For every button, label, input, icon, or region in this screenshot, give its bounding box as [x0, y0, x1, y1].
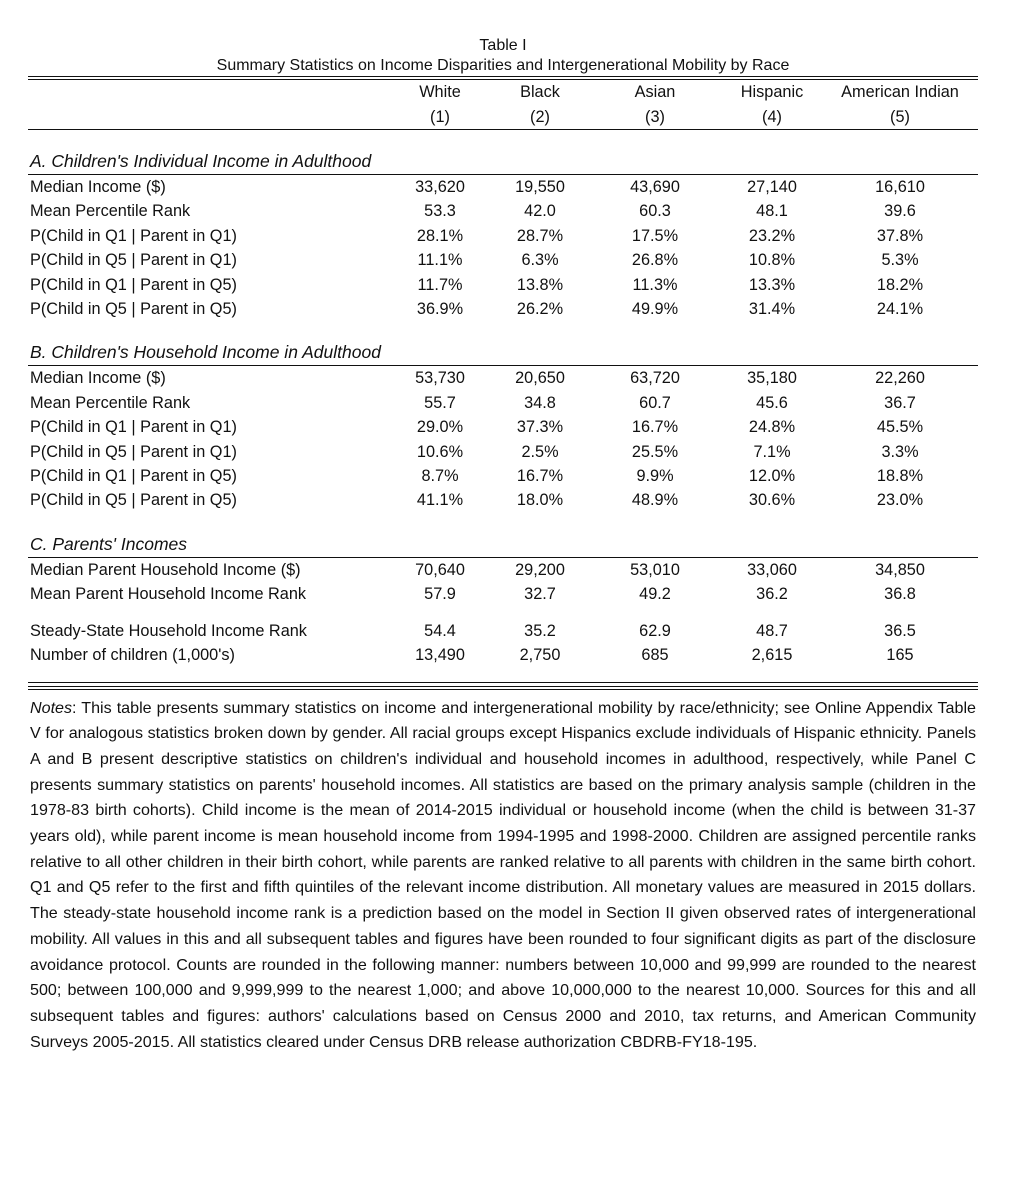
table-cell: 19,550 — [515, 178, 565, 196]
column-number: (5) — [822, 105, 978, 130]
table-cell: 13.3% — [748, 275, 796, 294]
table-cell: 16.7% — [631, 418, 679, 437]
panel-title-row — [28, 531, 978, 558]
panel-title-row — [28, 148, 978, 175]
summary-table — [28, 80, 978, 668]
row-label: P(Child in Q1 | Parent in Q1) — [30, 226, 237, 245]
table-cell: 2,750 — [519, 646, 561, 665]
column-number: (1) — [388, 105, 492, 130]
table-cell: 28.7% — [516, 226, 564, 245]
row-label: Mean Parent Household Income Rank — [30, 585, 307, 604]
table-cell: 10.8% — [748, 251, 796, 270]
header-spacer — [28, 80, 388, 105]
table-cell: 165 — [886, 646, 914, 665]
table-cell: 25.5% — [631, 442, 679, 461]
spacer-row — [28, 130, 978, 149]
table-cell: 34,850 — [875, 560, 925, 579]
table-cell: 10.6% — [416, 442, 464, 461]
table-cell: 53.3 — [424, 202, 456, 221]
row-label: Mean Percentile Rank — [30, 393, 191, 412]
table-row — [28, 619, 978, 643]
table-cell: 63,720 — [630, 369, 680, 388]
row-label: Number of children (1,000's) — [30, 646, 235, 665]
table-cell: 33,620 — [415, 178, 465, 196]
table-cell: 37.3% — [516, 418, 564, 437]
table-cell: 24.1% — [876, 300, 924, 319]
panel-title-row — [28, 339, 978, 366]
row-label: P(Child in Q5 | Parent in Q1) — [30, 442, 237, 461]
table-cell: 27,140 — [747, 178, 797, 196]
panel-title: C. Parents' Incomes — [28, 531, 978, 558]
spacer-row — [28, 321, 978, 339]
table-cell: 55.7 — [424, 393, 456, 412]
table-row — [28, 297, 978, 321]
table-row — [28, 199, 978, 223]
table-cell: 24.8% — [748, 418, 796, 437]
column-header: Asian — [634, 83, 676, 101]
column-number: (2) — [492, 105, 588, 130]
spacer-row — [28, 607, 978, 619]
table-cell: 12.0% — [748, 467, 796, 486]
table-cell: 60.3 — [639, 202, 671, 221]
row-label: Steady-State Household Income Rank — [30, 621, 307, 640]
spacer-cell — [28, 130, 978, 149]
table-cell: 37.8% — [876, 226, 924, 245]
table-cell: 29,200 — [515, 560, 565, 579]
column-header: Black — [520, 83, 560, 101]
row-label: P(Child in Q5 | Parent in Q1) — [30, 251, 237, 270]
row-label: Median Income ($) — [30, 178, 166, 196]
table-cell: 57.9 — [424, 585, 456, 604]
summary-table-body — [28, 80, 978, 668]
table-row — [28, 643, 978, 667]
spacer-row — [28, 513, 978, 531]
table-cell: 7.1% — [753, 442, 791, 461]
table-cell: 60.7 — [639, 393, 671, 412]
header-spacer — [28, 105, 388, 130]
table-cell: 11.1% — [417, 251, 463, 270]
table-cell: 16.7% — [516, 467, 564, 486]
table-cell: 45.5% — [876, 418, 924, 437]
notes-text: : This table presents summary statistics on income and intergenerational mobility by race/ethnicity; see Online Appendix Table V for analogous statistics broken down by gender. All racial groups except Hispanics exclude individuals of Hispanic ethnicity. Panels A and B present descriptive statistics on children's individual and household incomes in adulthood, respectively, while Panel C presents summary statistics on parents' household incomes. All statistics are based on the primary analysis sample (children in the 1978-83 birth cohorts). Child income is the mean of 2014-2015 individual or household income (when the child is between 31-37 years old), while parent income is mean household income from 1994-1995 and 1998-2000. Children are assigned percentile ranks relative to all other children in their birth cohort, while parents are ranked relative to all parents with children in the same birth cohort. Q1 and Q5 refer to the first and fifth quintiles of the relevant income distribution. All monetary values are measured in 2015 dollars. The steady-state household income rank is a prediction based on the model in Section II given observed rates of intergenerational mobility. All values in this and all subsequent tables and figures have been rounded to four significant digits as part of the disclosure avoidance protocol. Counts are rounded in the following manner: numbers between 10,000 and 99,999 are rounded to the nearest 500; between 100,000 and 9,999,999 to the nearest 1,000; and above 10,000,000 to the nearest 10,000. Sources for this and all subsequent tables and figures: authors' calculations based on Census 2000 and 2010, tax returns, and American Community Surveys 2005-2015. All statistics cleared under Census DRB release authorization CBDRB-FY18-195. — [30, 698, 976, 1051]
table-cell: 6.3% — [521, 251, 559, 270]
table-cell: 32.7 — [524, 585, 556, 604]
table-cell: 43,690 — [630, 178, 680, 196]
table-row — [28, 273, 978, 297]
table-cell: 48.9% — [631, 491, 679, 510]
table-cell: 35.2 — [524, 621, 556, 640]
row-label: P(Child in Q1 | Parent in Q5) — [30, 275, 237, 294]
table-cell: 685 — [641, 646, 669, 665]
row-label: P(Child in Q1 | Parent in Q1) — [30, 418, 237, 437]
table-cell: 8.7% — [421, 467, 459, 486]
table-cell: 70,640 — [415, 560, 465, 579]
table-cell: 22,260 — [875, 369, 925, 388]
notes-double-rule — [28, 686, 978, 690]
table-cell: 48.1 — [756, 202, 788, 221]
table-cell: 13.8% — [516, 275, 564, 294]
table-cell: 13,490 — [415, 646, 465, 665]
table-row — [28, 582, 978, 606]
table-cell: 30.6% — [748, 491, 796, 510]
table-row — [28, 557, 978, 582]
table-cell: 29.0% — [416, 418, 464, 437]
row-label: P(Child in Q5 | Parent in Q5) — [30, 491, 237, 510]
table-cell: 49.2 — [639, 585, 671, 604]
table-cell: 31.4% — [748, 300, 796, 319]
table-row — [28, 366, 978, 391]
table-row — [28, 224, 978, 248]
table-cell: 36.5 — [884, 621, 916, 640]
table-cell: 36.9% — [416, 300, 464, 319]
table-cell: 34.8 — [524, 393, 556, 412]
table-cell: 33,060 — [747, 560, 797, 579]
column-header: American Indian — [841, 83, 959, 101]
table-cell: 11.3% — [632, 275, 678, 294]
table-row — [28, 440, 978, 464]
row-label: P(Child in Q5 | Parent in Q5) — [30, 300, 237, 319]
spacer-cell — [28, 513, 978, 531]
column-number-row — [28, 105, 978, 130]
table-cell: 45.6 — [756, 393, 788, 412]
table-page — [28, 36, 978, 1055]
table-notes — [28, 696, 978, 1056]
table-cell: 36.8 — [884, 585, 916, 604]
table-number: Table I — [479, 37, 527, 54]
table-cell: 26.2% — [516, 300, 564, 319]
column-header: Hispanic — [740, 83, 804, 101]
notes-label: Notes — [30, 698, 73, 717]
table-cell: 3.3% — [881, 442, 919, 461]
table-cell: 62.9 — [639, 621, 671, 640]
row-label: Median Income ($) — [30, 369, 166, 388]
table-cell: 35,180 — [747, 369, 797, 388]
table-cell: 16,610 — [875, 178, 925, 196]
bottom-rule — [28, 682, 978, 683]
table-cell: 41.1% — [416, 491, 464, 510]
table-cell: 23.2% — [748, 226, 796, 245]
table-cell: 18.2% — [876, 275, 924, 294]
table-cell: 2,615 — [751, 646, 793, 665]
table-cell: 53,010 — [630, 560, 680, 579]
table-cell: 39.6 — [884, 202, 916, 221]
table-cell: 49.9% — [631, 300, 679, 319]
table-cell: 54.4 — [424, 621, 456, 640]
table-row — [28, 391, 978, 415]
table-cell: 48.7 — [756, 621, 788, 640]
spacer-cell — [28, 321, 978, 339]
table-cell: 2.5% — [521, 442, 559, 461]
column-number: (4) — [722, 105, 822, 130]
table-cell: 5.3% — [881, 251, 919, 270]
table-cell: 42.0 — [524, 202, 556, 221]
spacer-cell — [28, 607, 978, 619]
table-row — [28, 488, 978, 512]
table-row — [28, 415, 978, 439]
row-label: Median Parent Household Income ($) — [30, 560, 301, 579]
table-cell: 18.0% — [516, 491, 564, 510]
panel-title: A. Children's Individual Income in Adulthood — [28, 148, 978, 175]
table-cell: 53,730 — [415, 369, 465, 388]
row-label: P(Child in Q1 | Parent in Q5) — [30, 467, 237, 486]
table-row — [28, 175, 978, 200]
column-number: (3) — [588, 105, 722, 130]
row-label: Mean Percentile Rank — [30, 202, 191, 221]
table-cell: 17.5% — [631, 226, 679, 245]
table-cell: 36.7 — [884, 393, 916, 412]
table-cell: 26.8% — [631, 251, 679, 270]
panel-title: B. Children's Household Income in Adulthood — [28, 339, 978, 366]
table-row — [28, 464, 978, 488]
table-cell: 28.1% — [416, 226, 464, 245]
table-row — [28, 248, 978, 272]
table-cell: 20,650 — [515, 369, 565, 388]
table-cell: 11.7% — [417, 275, 463, 294]
table-cell: 36.2 — [756, 585, 788, 604]
table-cell: 23.0% — [876, 491, 924, 510]
table-cell: 18.8% — [876, 467, 924, 486]
table-title: Summary Statistics on Income Disparities and Intergenerational Mobility by Race — [216, 57, 790, 74]
column-header-row — [28, 80, 978, 105]
column-header: White — [419, 83, 461, 101]
table-cell: 9.9% — [636, 467, 674, 486]
